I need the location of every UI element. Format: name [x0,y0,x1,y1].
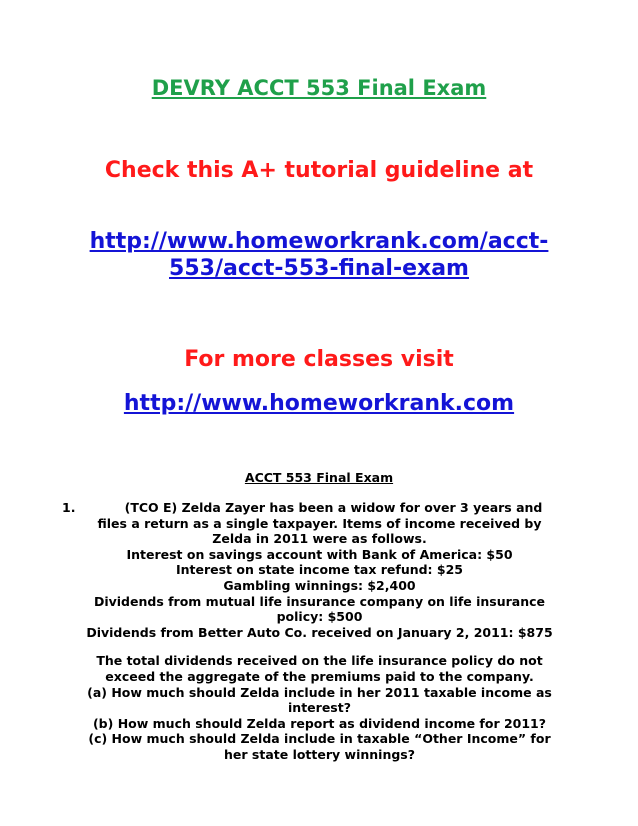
classes-link[interactable]: http://www.homeworkrank.com [123,391,515,416]
exam-heading: ACCT 553 Final Exam [244,470,394,485]
question-line: interest? [288,700,351,716]
question-line: (c) How much should Zelda include in taxable “Other Income” for [88,731,551,747]
question-line: files a return as a single taxpayer. Items of income received by [97,515,542,531]
classes-prompt: For more classes visit [184,347,454,372]
tutorial-link-line1[interactable]: http://www.homeworkrank.com/acct- [89,229,549,254]
question-line: policy: $500 [276,609,363,625]
question-line: Interest on state income tax refund: $25 [175,562,464,578]
tutorial-link[interactable] [70,228,568,282]
question-line: (a) How much should Zelda include in her 2011 taxable income as [87,684,552,700]
page-title: DEVRY ACCT 553 Final Exam [151,76,487,100]
question-line: Zelda in 2011 were as follows. [212,531,427,547]
question-line: Interest on savings account with Bank of America: $50 [126,546,513,562]
question-number: 1. [62,500,76,515]
question-line: Gambling winnings: $2,400 [223,577,416,593]
question-line: exceed the aggregate of the premiums paid to the company. [105,668,534,684]
question-line: (b) How much should Zelda report as dividend income for 2011? [92,715,547,731]
tutorial-prompt: Check this A+ tutorial guideline at [104,158,534,183]
question-line: her state lottery winnings? [224,746,415,762]
question-1 [62,500,577,763]
question-line: Dividends from Better Auto Co. received on January 2, 2011: $875 [86,624,553,640]
question-line: (TCO E) Zelda Zayer has been a widow for over 3 years and [124,500,543,515]
question-line: The total dividends received on the life insurance policy do not [96,653,543,669]
question-line: Dividends from mutual life insurance company on life insurance [93,593,546,609]
tutorial-link-line2[interactable]: 553/acct-553-final-exam [169,256,469,281]
